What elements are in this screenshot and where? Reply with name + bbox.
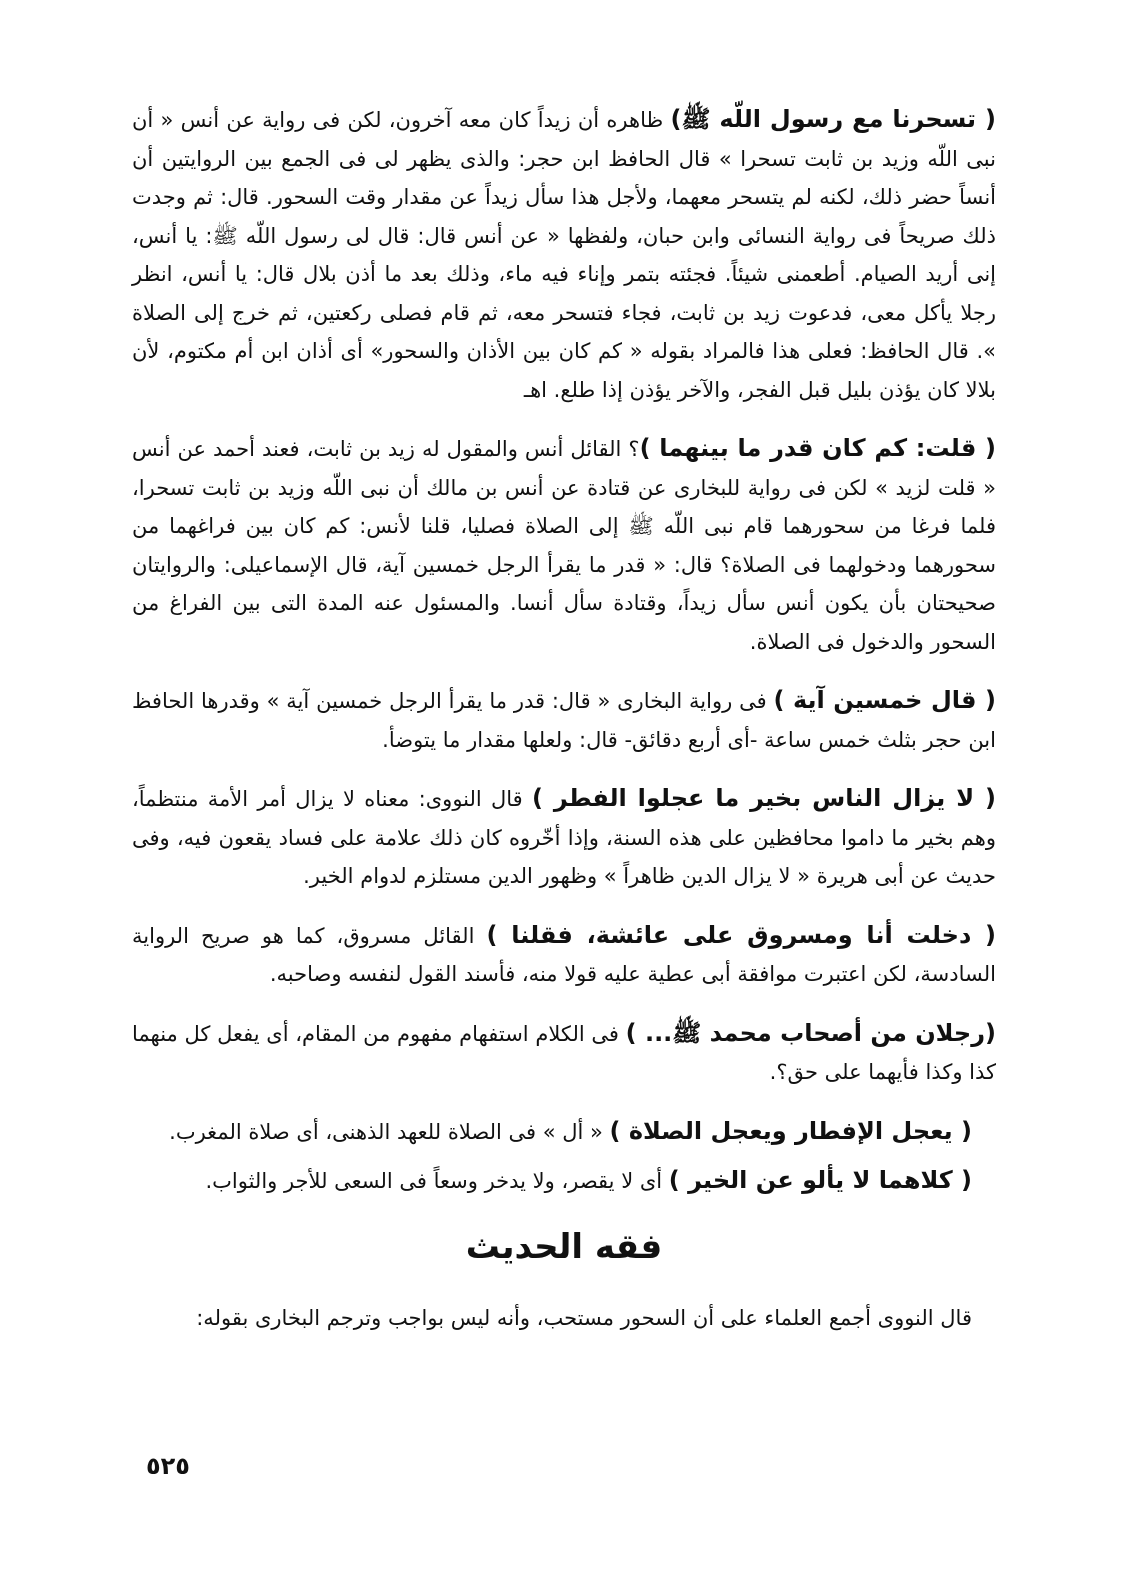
paragraph-3-body: فى رواية البخارى « قال: قدر ما يقرأ الرجل خمسين آية » وقدرها الحافظ ابن حجر بثلث خمس ساعة -أى أربع دقائق- قال: ولعلها مقدار ما يتوضأ. bbox=[132, 689, 996, 752]
paragraph-8 bbox=[132, 1161, 996, 1201]
paragraph-2-body: ؟ القائل أنس والمقول له زيد بن ثابت، فعند أحمد عن أنس « قلت لزيد » لكن فى رواية للبخارى عن قتادة عن أنس بن مالك أن نبى اللّه وزيد بن ثابت تسحرا، فلما فرغا من سحورهما قام نبى اللّه ﷺ إلى الصلاة فصليا، قلنا لأنس: كم كان بين فراغهما من سحورهما ودخولهما فى الصلاة؟ قال: « قدر ما يقرأ الرجل خمسين آية، قال الإسماعيلى: والروايتان صحيحتان بأن يكون أنس سأل زيداً، وقتادة سأل أنسا. والمسئول عنه المدة التى بين الفراغ من السحور والدخول فى الصلاة. bbox=[132, 437, 996, 654]
paragraph-4 bbox=[132, 779, 996, 896]
closing-line: قال النووى أجمع العلماء على أن السحور مستحب، وأنه ليس بواجب وترجم البخارى بقوله: bbox=[196, 1305, 972, 1330]
paragraph-5-lead: ( دخلت أنا ومسروق على عائشة، فقلنا ) bbox=[486, 920, 997, 949]
paragraph-1 bbox=[132, 100, 996, 409]
paragraph-6-body: فى الكلام استفهام مفهوم من المقام، أى يفعل كل منهما كذا وكذا فأيهما على حق؟. bbox=[132, 1021, 996, 1084]
paragraph-6-lead: (رجلان من أصحاب محمد ﷺ... ) bbox=[625, 1018, 996, 1047]
paragraph-8-lead: ( كلاهما لا يألو عن الخير ) bbox=[668, 1166, 972, 1194]
paragraph-4-lead: ( لا يزال الناس بخير ما عجلوا الفطر ) bbox=[531, 784, 996, 812]
paragraph-8-body: أى لا يقصر، ولا يدخر وسعاً فى السعى للأجر والثواب. bbox=[205, 1169, 669, 1193]
paragraph-2 bbox=[132, 429, 996, 661]
page-number: ٥٢٥ bbox=[146, 1452, 190, 1480]
section-heading: فقه الحديث bbox=[465, 1226, 663, 1267]
paragraph-7 bbox=[132, 1112, 996, 1152]
paragraph-3-lead: ( قال خمسين آية ) bbox=[773, 686, 997, 714]
paragraph-4-body: قال النووى: معناه لا يزال أمر الأمة منتظماً، وهم بخير ما داموا محافظين على هذه السنة، وإذا أخّروه كان ذلك علامة على فساد يقعون فيه، وفى حديث عن أبى هريرة « لا يزال الدين ظاهراً » وظهور الدين مستلزم لدوام الخير. bbox=[132, 787, 996, 888]
paragraph-5-body: القائل مسروق، كما هو صريح الرواية السادسة، لكن اعتبرت موافقة أبى عطية عليه قولا منه، فأسند القول لنفسه وصاحبه. bbox=[132, 923, 996, 986]
paragraph-1-lead: ( تسحرنا مع رسول اللّه ﷺ) bbox=[670, 105, 996, 133]
paragraph-5 bbox=[132, 916, 996, 994]
paragraph-7-lead: ( يعجل الإفطار ويعجل الصلاة ) bbox=[609, 1116, 972, 1145]
paragraph-1-body: ظاهره أن زيداً كان معه آخرون، لكن فى رواية عن أنس « أن نبى اللّه وزيد بن ثابت تسحرا » قال الحافظ ابن حجر: والذى يظهر لى فى الجمع بين الروايتين أن أنساً حضر ذلك، لكنه لم يتسحر معهما، ولأجل هذا سأل زيداً عن مقدار وقت السحور. قال: ثم وجدت ذلك صريحاً فى رواية النسائى وابن حبان، ولفظها « عن أنس قال: قال لى رسول اللّه ﷺ: يا أنس، إنى أريد الصيام. أطعمنى شيئاً. فجئته بتمر وإناء فيه ماء، وذلك بعد ما أذن بلال قال: يا أنس، انظر رجلا يأكل معى، فدعوت زيد بن ثابت، فجاء فتسحر معه، ثم قام فصلى ركعتين، ثم خرج إلى الصلاة ». قال الحافظ: فعلى هذا فالمراد بقوله « كم كان بين الأذان والسحور» أى أذان ابن أم مكتوم، لأن بلالا كان يؤذن بليل قبل الفجر، والآخر يؤذن إذا طلع. اهـ bbox=[132, 108, 996, 402]
paragraph-7-body: « أل » فى الصلاة للعهد الذهنى، أى صلاة المغرب. bbox=[169, 1119, 610, 1144]
paragraph-3 bbox=[132, 681, 996, 759]
paragraph-2-lead: ( قلت: كم كان قدر ما بينهما ) bbox=[639, 434, 996, 462]
paragraph-6 bbox=[132, 1014, 996, 1092]
